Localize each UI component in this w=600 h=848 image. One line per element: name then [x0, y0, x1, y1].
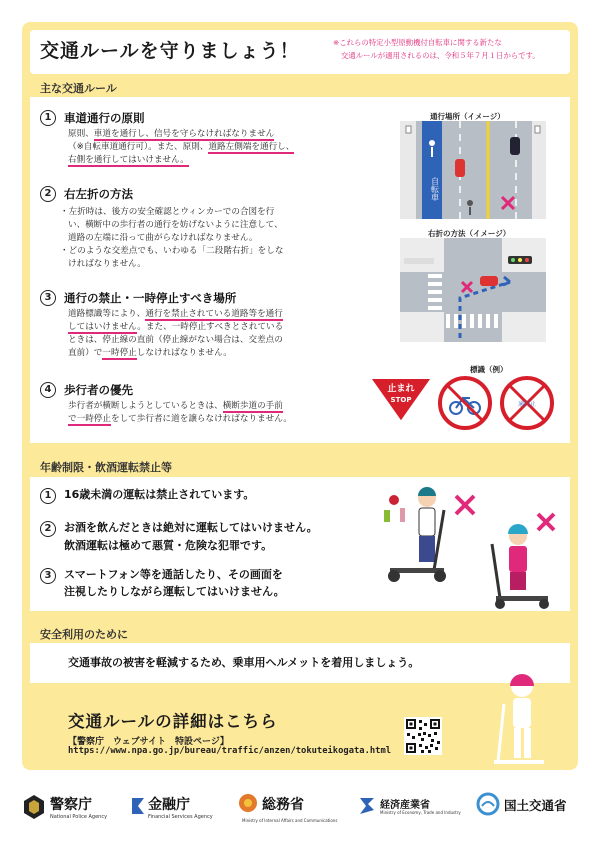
rule-number: 4 [40, 382, 56, 398]
rule-title: 通行の禁止・一時停止すべき場所 [64, 291, 237, 305]
drinking-rider [384, 487, 446, 582]
rule-body: 原則、車道を通行し、信号を守らなければなりません （※自転車道通行可）。また、原則、道路左側端を通行し、 右側を通行してはいけません。 [68, 129, 295, 165]
stop-sign [368, 376, 434, 424]
section-heading-age-alcohol: 年齢制限・飲酒運転禁止等 [40, 461, 172, 474]
rule-number: 1 [40, 110, 56, 126]
prohibited-mark [456, 496, 474, 514]
page-title: 交通ルールを守りましょう！ [40, 40, 300, 62]
turn-image-label: 右折の方法（イメージ） [428, 229, 511, 238]
rule-title: 右左折の方法 [64, 187, 133, 201]
rule-number: 3 [40, 290, 56, 306]
website-label: 【警察庁 ウェブサイト 特設ページ】 [68, 737, 229, 747]
age-limit-text: 16歳未満の運転は禁止されています。 [64, 488, 255, 501]
rule-body: 道路標識等により、通行を禁止されている道路等を通行 してはいけません。また、一時停止すべきとされている ときは、停止線の直前（停止線がない場合は、交差点の 直前）で一時停止しなければなりません。 [68, 309, 284, 358]
police-emblem-icon [22, 794, 46, 820]
fsa-mark-icon [130, 796, 146, 816]
item-number: 1 [40, 488, 56, 504]
no-entry-sign [500, 376, 554, 430]
section-heading-safety: 安全利用のために [40, 628, 128, 641]
effective-date-note: ※これらの特定小型原動機付自転車に関する新たな 交通ルールが適用されるのは、令和５年７月１日からです。 [333, 38, 540, 60]
logo-mlit: 国土交通省 [476, 790, 580, 826]
logo-financial-services-agency: 金融庁 Financial Services Agency [130, 790, 230, 826]
signs-label: 標識（例） [470, 365, 508, 374]
bike-lane [422, 121, 442, 219]
stop-sign-english: STOP [390, 396, 412, 404]
road-illustration [400, 121, 546, 219]
mlit-mark-icon [476, 792, 500, 816]
phone-rider [492, 524, 549, 609]
details-heading: 交通ルールの詳細はこちら [68, 712, 278, 731]
item-number: 3 [40, 568, 56, 584]
rule-body: ・左折時は、後方の安全確認とウィンカーでの合図を行 い、横断中の歩行者の通行を妨げないように注意して、 道路の左端に沿って曲がらなければなりません。 ・どのような交差点でも、いわゆる「二段階右折」をしな ければなりません。 [60, 207, 284, 269]
mic-mark-icon [238, 792, 258, 814]
alcohol-text: お酒を飲んだときは絶対に運転してはいけません。 [64, 521, 318, 534]
logo-national-police-agency: 警察庁 National Police Agency [22, 790, 122, 826]
item-number: 2 [40, 521, 56, 537]
rule-number: 2 [40, 186, 56, 202]
no-bicycles-sign [438, 376, 492, 430]
helmet-icon [510, 674, 534, 686]
rule-title: 歩行者の優先 [64, 383, 133, 397]
right-turn-illustration [400, 238, 546, 342]
prohibited-mark [538, 514, 554, 530]
bike-lane-label: 自転車 [430, 177, 440, 201]
qr-code[interactable] [404, 717, 442, 755]
special-page-link[interactable]: https://www.npa.go.jp/bureau/traffic/anzen/tokuteikogata.html [68, 746, 392, 756]
drunk-driving-warning: 飲酒運転は極めて悪質・危険な犯罪です。 [64, 539, 273, 552]
helmet-advice: 交通事故の被害を軽減するため、乗車用ヘルメットを着用しましょう。 [68, 656, 420, 669]
logo-ministry-internal-affairs: 総務省 Ministry of Internal Affairs and Communications [238, 790, 358, 826]
rule-title: 車道通行の原則 [64, 111, 145, 125]
logo-ministry-economy-trade-industry: 経済産業省 Ministry of Economy, Trade and Industry [358, 790, 468, 826]
rule-body: 歩行者が横断しようとしているときは、横断歩道の手前 で一時停止をして歩行者に道を譲らなければなりません。 [68, 401, 292, 424]
helmet-rider-illustration [482, 664, 562, 768]
scooter-illustrations [372, 480, 568, 610]
meti-mark-icon [358, 794, 376, 816]
section-heading-main-rules: 主な交通ルール [40, 82, 117, 95]
road-image-label: 通行場所（イメージ） [430, 112, 505, 121]
no-entry-label: 通行止 [517, 401, 537, 408]
stop-sign-japanese: 止まれ [387, 384, 415, 394]
smartphone-text: スマートフォン等を通話したり、その画面を 注視したりしながら運転してはいけません。 [64, 568, 285, 598]
